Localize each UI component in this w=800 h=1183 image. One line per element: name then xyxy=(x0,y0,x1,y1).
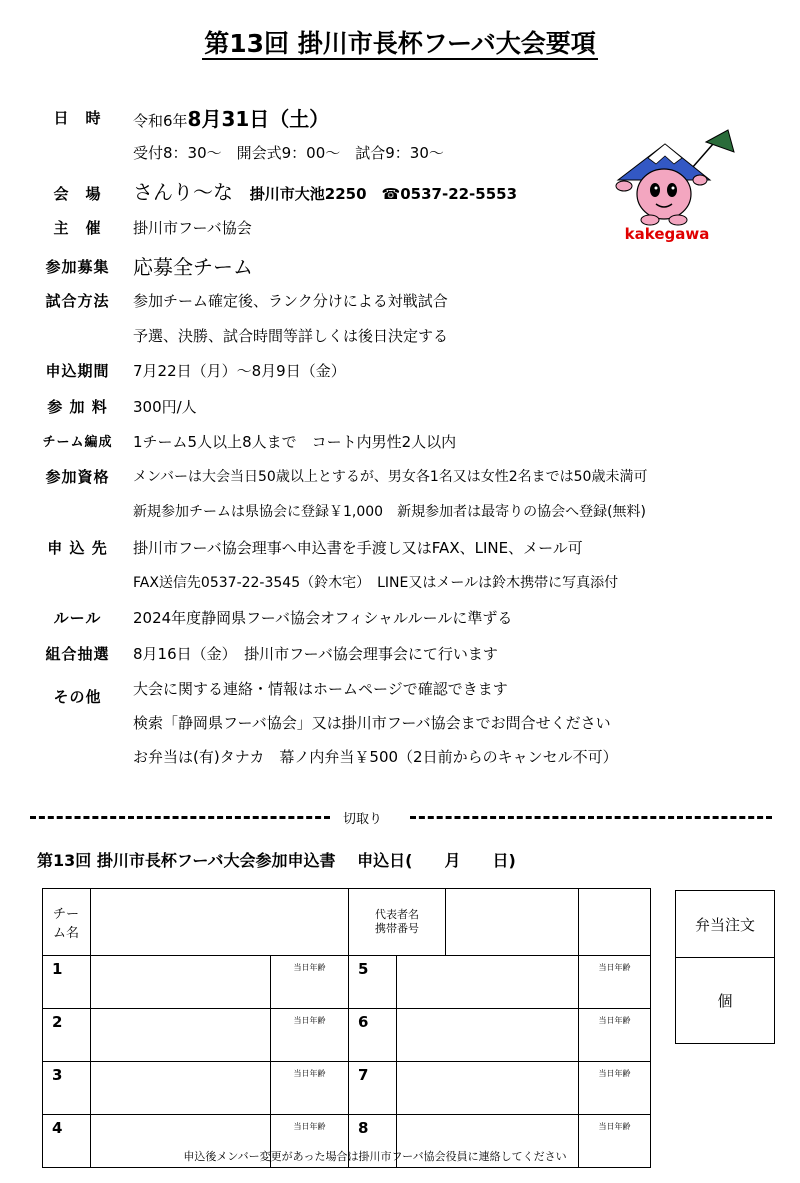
draw-value: 8月16日（金） 掛川市フーバ協会理事会にて行います xyxy=(133,645,498,663)
page-title: 第13回 掛川市長杯フーバ大会要項 xyxy=(204,29,596,58)
date-value xyxy=(133,103,329,132)
member-field-5[interactable] xyxy=(397,956,579,1009)
form-title: 第13回 掛川市長杯フーバ大会参加申込書 申込日( 月 日) xyxy=(37,851,516,870)
footer-note: 申込後メンバー変更があった場合は掛川市フーバ協会役員に連絡してください xyxy=(183,1150,567,1163)
rules-value: 2024年度静岡県フーバ協会オフィシャルルールに準ずる xyxy=(133,609,513,627)
member-field-1[interactable] xyxy=(91,956,271,1009)
apply-line2: FAX送信先0537-22-3545（鈴木宅） LINE又はメールは鈴木携帯に写真添付 xyxy=(133,575,619,591)
fee-value: 300円/人 xyxy=(133,398,197,416)
other-line3: お弁当は(有)タナカ 幕ノ内弁当￥500（2日前からのキャンセル不可） xyxy=(133,748,618,766)
member-number-6: 6 xyxy=(349,1009,397,1062)
cut-line xyxy=(0,808,800,828)
method-label: 試合方法 xyxy=(45,292,110,310)
fee-label: 参 加 料 xyxy=(47,398,108,416)
host-label: 主 催 xyxy=(53,219,102,237)
other-label: その他 xyxy=(53,688,102,706)
member-number-5: 5 xyxy=(349,956,397,1009)
application-form xyxy=(42,888,651,1168)
other-line1: 大会に関する連絡・情報はホームページで確認できます xyxy=(133,680,508,698)
age-label-3: 当日年齢 xyxy=(271,1062,349,1115)
rep-field[interactable] xyxy=(579,889,651,956)
age-label-4: 当日年齢 xyxy=(271,1115,349,1168)
member-field-6[interactable] xyxy=(397,1009,579,1062)
rep-cell xyxy=(349,889,579,956)
other-line2: 検索「静岡県フーバ協会」又は掛川市フーバ協会までお問合せください xyxy=(133,714,611,732)
member-number-8: 8 xyxy=(349,1115,397,1168)
team-label: チーム編成 xyxy=(42,435,113,450)
cut-dash-right xyxy=(410,816,772,819)
bento-label: 弁当注文 xyxy=(676,891,774,958)
qualification-label: 参加資格 xyxy=(45,468,110,486)
date-prefix: 令和6年 xyxy=(133,112,188,130)
recruit-label: 参加募集 xyxy=(45,258,110,276)
member-number-3: 3 xyxy=(43,1062,91,1115)
date-main: 8月31日（土） xyxy=(187,107,330,131)
age-label-1: 当日年齢 xyxy=(271,956,349,1009)
age-label-8: 当日年齢 xyxy=(579,1115,651,1168)
bento-order-box[interactable] xyxy=(675,890,775,1044)
member-field-3[interactable] xyxy=(91,1062,271,1115)
team-value: 1チーム5人以上8人まで コート内男性2人以内 xyxy=(133,433,457,451)
apply-line1: 掛川市フーバ協会理事へ申込書を手渡し又はFAX、LINE、メール可 xyxy=(133,539,583,557)
venue-label: 会 場 xyxy=(53,185,102,203)
member-number-7: 7 xyxy=(349,1062,397,1115)
team-name-label: チーム名 xyxy=(43,889,91,956)
host-value: 掛川市フーバ協会 xyxy=(133,219,252,237)
member-number-4: 4 xyxy=(43,1115,91,1168)
age-label-6: 当日年齢 xyxy=(579,1009,651,1062)
draw-label: 組合抽選 xyxy=(45,645,110,663)
rep-label: 代表者名 携帯番号 xyxy=(349,889,446,955)
venue-address: 掛川市大池2250 ☎0537-22-5553 xyxy=(249,185,518,203)
age-label-2: 当日年齢 xyxy=(271,1009,349,1062)
schedule: 受付8：30～ 開会式9：00～ 試合9：30～ xyxy=(133,144,444,162)
brand-text: kakegawa xyxy=(624,225,710,243)
member-field-7[interactable] xyxy=(397,1062,579,1115)
bento-unit: 個 xyxy=(717,992,733,1010)
team-name-field[interactable] xyxy=(91,889,349,956)
cut-label: 切取り xyxy=(343,812,383,827)
cut-dash-left xyxy=(30,816,330,819)
method-line1: 参加チーム確定後、ランク分けによる対戦試合 xyxy=(133,292,448,310)
member-field-2[interactable] xyxy=(91,1009,271,1062)
venue-value xyxy=(133,176,517,205)
period-label: 申込期間 xyxy=(45,362,110,380)
member-number-1: 1 xyxy=(43,956,91,1009)
recruit-value: 応募全チーム xyxy=(133,255,253,279)
venue-name: さんり～な xyxy=(133,180,233,204)
method-line2: 予選、決勝、試合時間等詳しくは後日決定する xyxy=(133,327,449,345)
qualification-line1: メンバーは大会当日50歳以上とするが、男女各1名又は女性2名までは50歳未満可 xyxy=(133,469,648,485)
age-label-7: 当日年齢 xyxy=(579,1062,651,1115)
date-label: 日 時 xyxy=(53,109,102,127)
qualification-line2: 新規参加チームは県協会に登録￥1,000 新規参加者は最寄りの協会へ登録(無料) xyxy=(133,504,647,520)
member-number-2: 2 xyxy=(43,1009,91,1062)
age-label-5: 当日年齢 xyxy=(579,956,651,1009)
period-value: 7月22日（月）～8月9日（金） xyxy=(133,362,346,380)
rules-label: ルール xyxy=(53,609,102,627)
apply-label: 申 込 先 xyxy=(47,539,108,557)
